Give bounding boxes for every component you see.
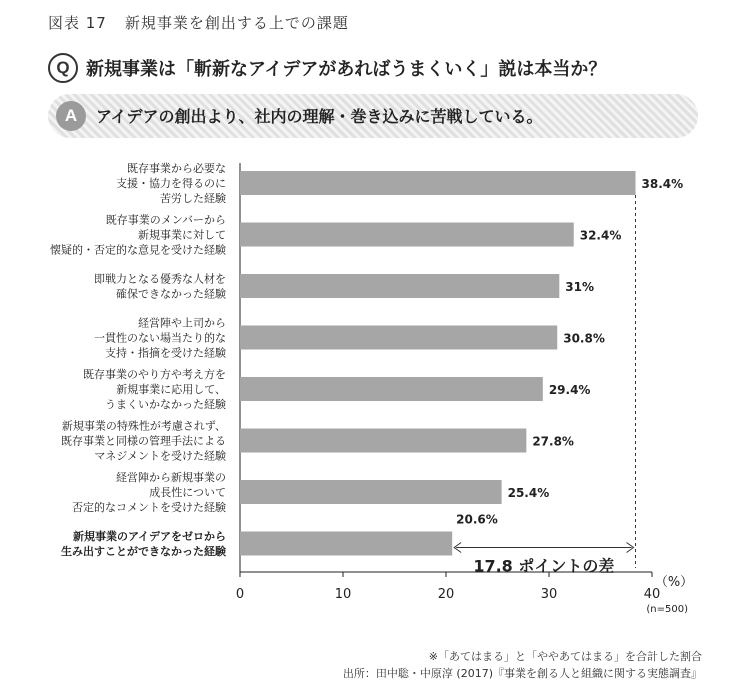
bar <box>240 326 557 350</box>
category-label-line: 支援・協力を得るのに <box>116 177 226 190</box>
category-label-line: 一貫性のない場当たり的な <box>94 331 226 345</box>
bar-value-label: 27.8% <box>532 434 574 449</box>
category-label-line: うまくいかなかった経験 <box>105 398 226 411</box>
x-tick-label: 10 <box>334 587 352 602</box>
answer-text: アイデアの創出より、社内の理解・巻き込みに苦戦している。 <box>96 107 543 126</box>
footnote: ※「あてはまる」と「ややあてはまる」を合計した割合 <box>428 650 702 663</box>
x-tick-label: 40 <box>643 587 661 602</box>
category-label <box>72 470 226 514</box>
bar <box>240 532 452 556</box>
question-icon: Q <box>48 53 78 83</box>
bar-value-label: 20.6% <box>456 512 498 527</box>
figure-number: 図表 17 <box>48 14 107 32</box>
category-label-line: 新規事業に対して <box>138 228 226 242</box>
category-label-line: 確保できなかった経験 <box>116 287 226 301</box>
bar-value-label: 29.4% <box>548 383 591 397</box>
category-label-line: 生み出すことができなかった経験 <box>61 545 226 558</box>
category-label-line: 新規事業のアイデアをゼロから <box>72 530 226 543</box>
category-label-line: 懐疑的・否定的な意見を受けた経験 <box>50 243 226 257</box>
bar-value-label: 31% <box>565 280 595 294</box>
sample-size-note: (n=500) <box>646 604 688 615</box>
category-label-line: 新規事業に応用して、 <box>116 383 226 396</box>
bar <box>240 480 502 504</box>
bar-value-label: 32.4% <box>579 228 622 243</box>
x-tick-label: 20 <box>437 587 455 602</box>
bar <box>240 377 543 401</box>
source-note: 出所：田中聡・中原淳 (2017)『事業を創る人と組織に関する実態調査』 <box>342 667 702 680</box>
category-label-line: 経営陣から新規事業の <box>116 471 226 484</box>
category-label <box>94 272 226 301</box>
bar <box>240 429 526 453</box>
bar-value-label: 38.4% <box>641 177 684 191</box>
bar-value-label: 25.4% <box>507 486 550 500</box>
category-label-line: 即戦力となる優秀な人材を <box>94 272 226 286</box>
bar <box>240 171 636 195</box>
category-label <box>116 161 226 205</box>
category-label <box>50 213 226 257</box>
bar-value-label: 30.8% <box>563 331 605 346</box>
category-label-line: 既存事業のメンバーから <box>105 213 226 227</box>
x-tick-label: 0 <box>235 587 245 602</box>
category-label-line: 苦労した経験 <box>160 192 226 205</box>
category-label <box>94 316 226 360</box>
category-label-line: 既存事業のやり方や考え方を <box>83 368 226 381</box>
category-label <box>83 367 226 411</box>
category-label-line: 既存事業と同様の管理手法による <box>61 434 226 448</box>
category-label <box>61 419 226 463</box>
x-tick-label: 30 <box>540 587 558 602</box>
difference-annotation-label: 17.8 ポイントの差 <box>473 556 615 576</box>
figure-title-text: 新規事業を創出する上での課題 <box>124 14 349 32</box>
unit-label: （%） <box>654 575 694 590</box>
question-text: 新規事業は「斬新なアイデアがあればうまくいく」説は本当か？ <box>86 59 607 80</box>
category-label-line: 成長性について <box>149 486 226 499</box>
category-label-line: 新規事業の特殊性が考慮されず、 <box>61 419 226 433</box>
bar <box>240 223 574 247</box>
answer-icon: A <box>56 101 86 131</box>
category-label <box>61 529 226 558</box>
category-label-line: 支持・指摘を受けた経験 <box>105 346 226 360</box>
category-label-line: 経営陣や上司から <box>138 316 226 330</box>
category-label-line: 否定的なコメントを受けた経験 <box>72 501 226 514</box>
category-label-line: マネジメントを受けた経験 <box>94 449 226 463</box>
bar <box>240 274 559 298</box>
category-label-line: 既存事業から必要な <box>127 162 226 175</box>
